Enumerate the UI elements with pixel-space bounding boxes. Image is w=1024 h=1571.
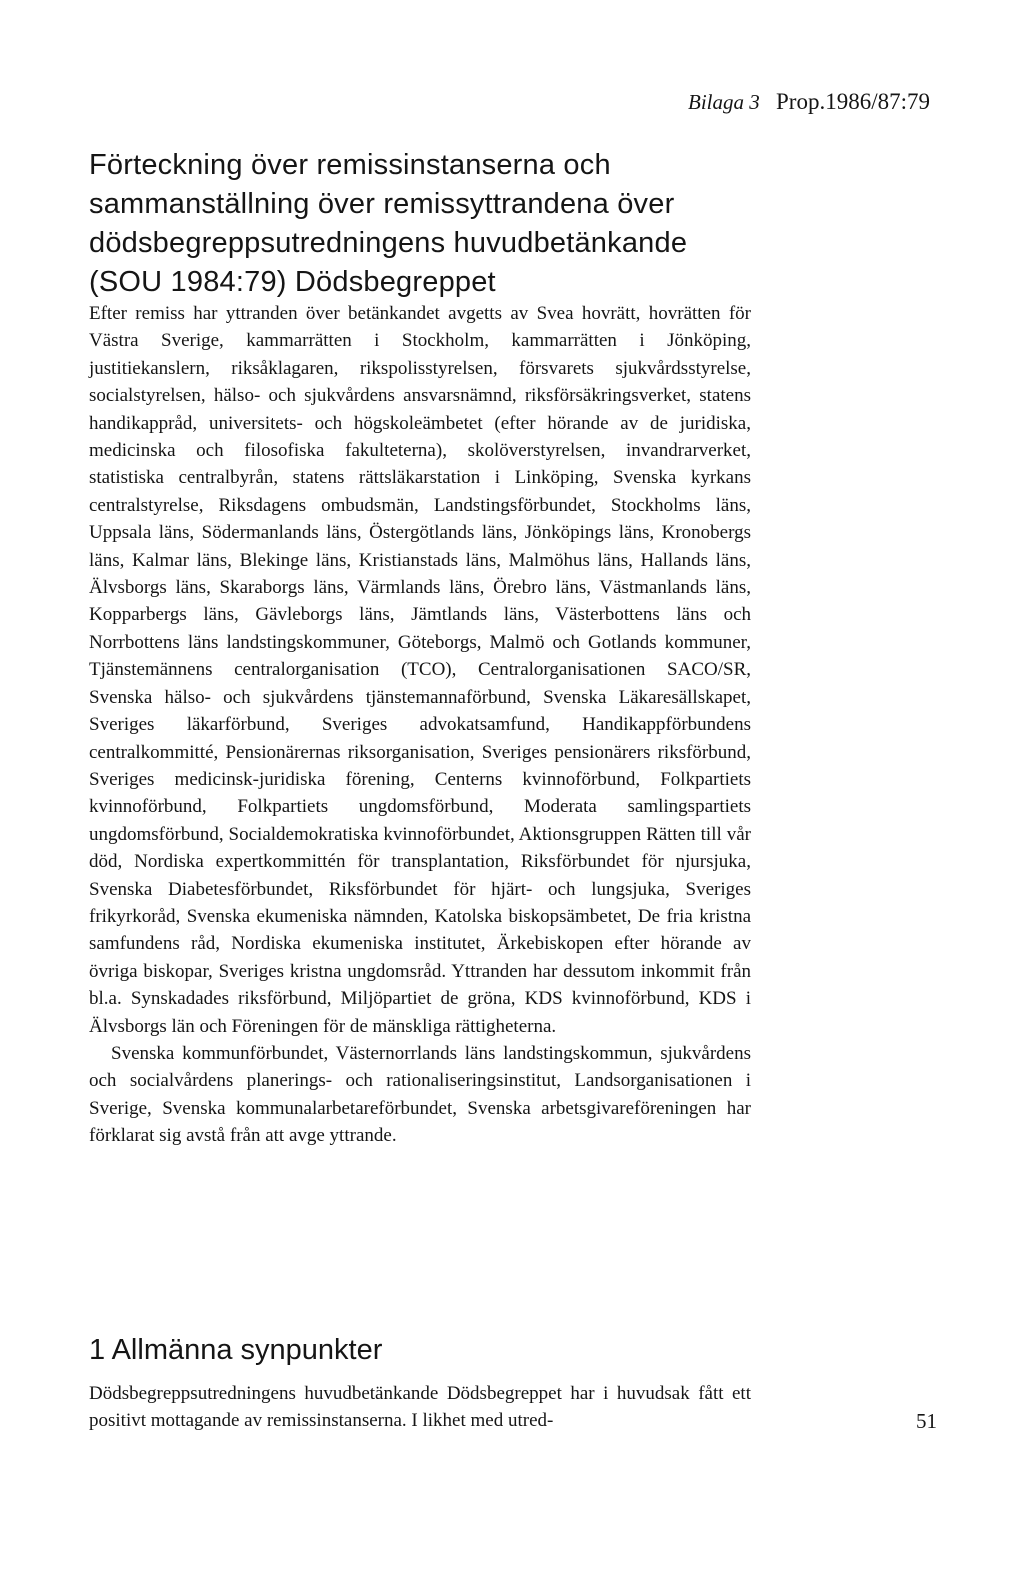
section-heading: 1 Allmänna synpunkter xyxy=(89,1334,383,1366)
document-title: Förteckning över remissinstanserna och sammanställning över remissyttrandena över dödsbegreppsutredningens huvudbetänkande (SOU 1984:79) Dödsbegreppet xyxy=(89,149,688,298)
page-number: 51 xyxy=(916,1409,937,1433)
referral-paragraph-respondents: Efter remiss har yttranden över betänkandet avgetts av Svea hovrätt, hovrätten för Västra Sverige, kammarrätten i Stockholm, kammarrätten i Jönköping, justitiekanslern, riksåklagaren, rikspolisstyrelsen, försvarets sjukvårdsstyrelse, socialstyrelsen, hälso- och sjukvårdens ansvarsnämnd, riksförsäkringsverket, statens handikappråd, universitets- och högskoleämbetet (efter hörande av de juridiska, medicinska och filosofiska fakulteterna), skolöverstyrelsen, invandrarverket, statistiska centralbyrån, statens rättsläkarstation i Linköping, Svenska kyrkans centralstyrelse, Riksdagens ombudsmän, Landstingsförbundet, Stockholms läns, Uppsala läns, Södermanlands läns, Östergötlands läns, Jönköpings läns, Kronobergs läns, Kalmar läns, Blekinge läns, Kristianstads läns, Malmöhus läns, Hallands läns, Älvsborgs läns, Skaraborgs läns, Värmlands läns, Örebro läns, Västmanlands läns, Kopparbergs läns, Gävleborgs läns, Jämtlands läns, Västerbottens läns och Norrbottens läns landstingskommuner, Göteborgs, Malmö och Gotlands kommuner, Tjänstemännens centralorganisation (TCO), Centralorganisationen SACO/SR, Svenska hälso- och sjukvårdens tjänstemannaförbund, Svenska Läkaresällskapet, Sveriges läkarförbund, Sveriges advokatsamfund, Handikappförbundens centralkommitté, Pensionärernas riksorganisation, Sveriges pensionärers riksförbund, Sveriges medicinsk-juridiska förening, Centerns kvinnoförbund, Folkpartiets kvinnoförbund, Folkpartiets ungdomsförbund, Moderata samlingspartiets ungdomsförbund, Socialdemokratiska kvinnoförbundet, Aktionsgruppen Rätten till vår död, Nordiska expertkommittén för transplantation, Riksförbundet för njursjuka, Svenska Diabetesförbundet, Riksförbundet för hjärt- och lungsjuka, Sveriges frikyrkoråd, Svenska ekumeniska nämnden, Katolska biskopsämbetet, De fria kristna samfundens råd, Nordiska ekumeniska institutet, Ärkebiskopen efter hörande av övriga biskopar, Sveriges kristna ungdomsråd. Yttranden har dessutom inkommit från bl.a. Synskadades riksförbund, Miljöpartiet de gröna, KDS kvinnoförbund, KDS i Älvsborgs län och Föreningen för de mänskliga rättigheterna. xyxy=(89,303,751,1037)
running-header-appendix: Bilaga 3 xyxy=(688,90,760,114)
referral-paragraph-declined: Svenska kommunförbundet, Västernorrlands läns landstingskommun, sjukvårdens och socialvårdens planerings- och rationaliseringsinstitut, Landsorganisationen i Sverige, Svenska kommunalarbetareförbundet, Svenska arbetsgivareföreningen har förklarat sig avstå från att avge yttrande. xyxy=(89,1042,751,1147)
referral-body xyxy=(89,300,751,1150)
section-paragraph: Dödsbegreppsutredningens huvudbetänkande Dödsbegreppet har i huvudsak fått ett positivt mottagande av remissinstanserna. I likhet med utred- xyxy=(89,1383,751,1432)
running-header-reference: Prop.1986/87:79 xyxy=(776,89,930,114)
